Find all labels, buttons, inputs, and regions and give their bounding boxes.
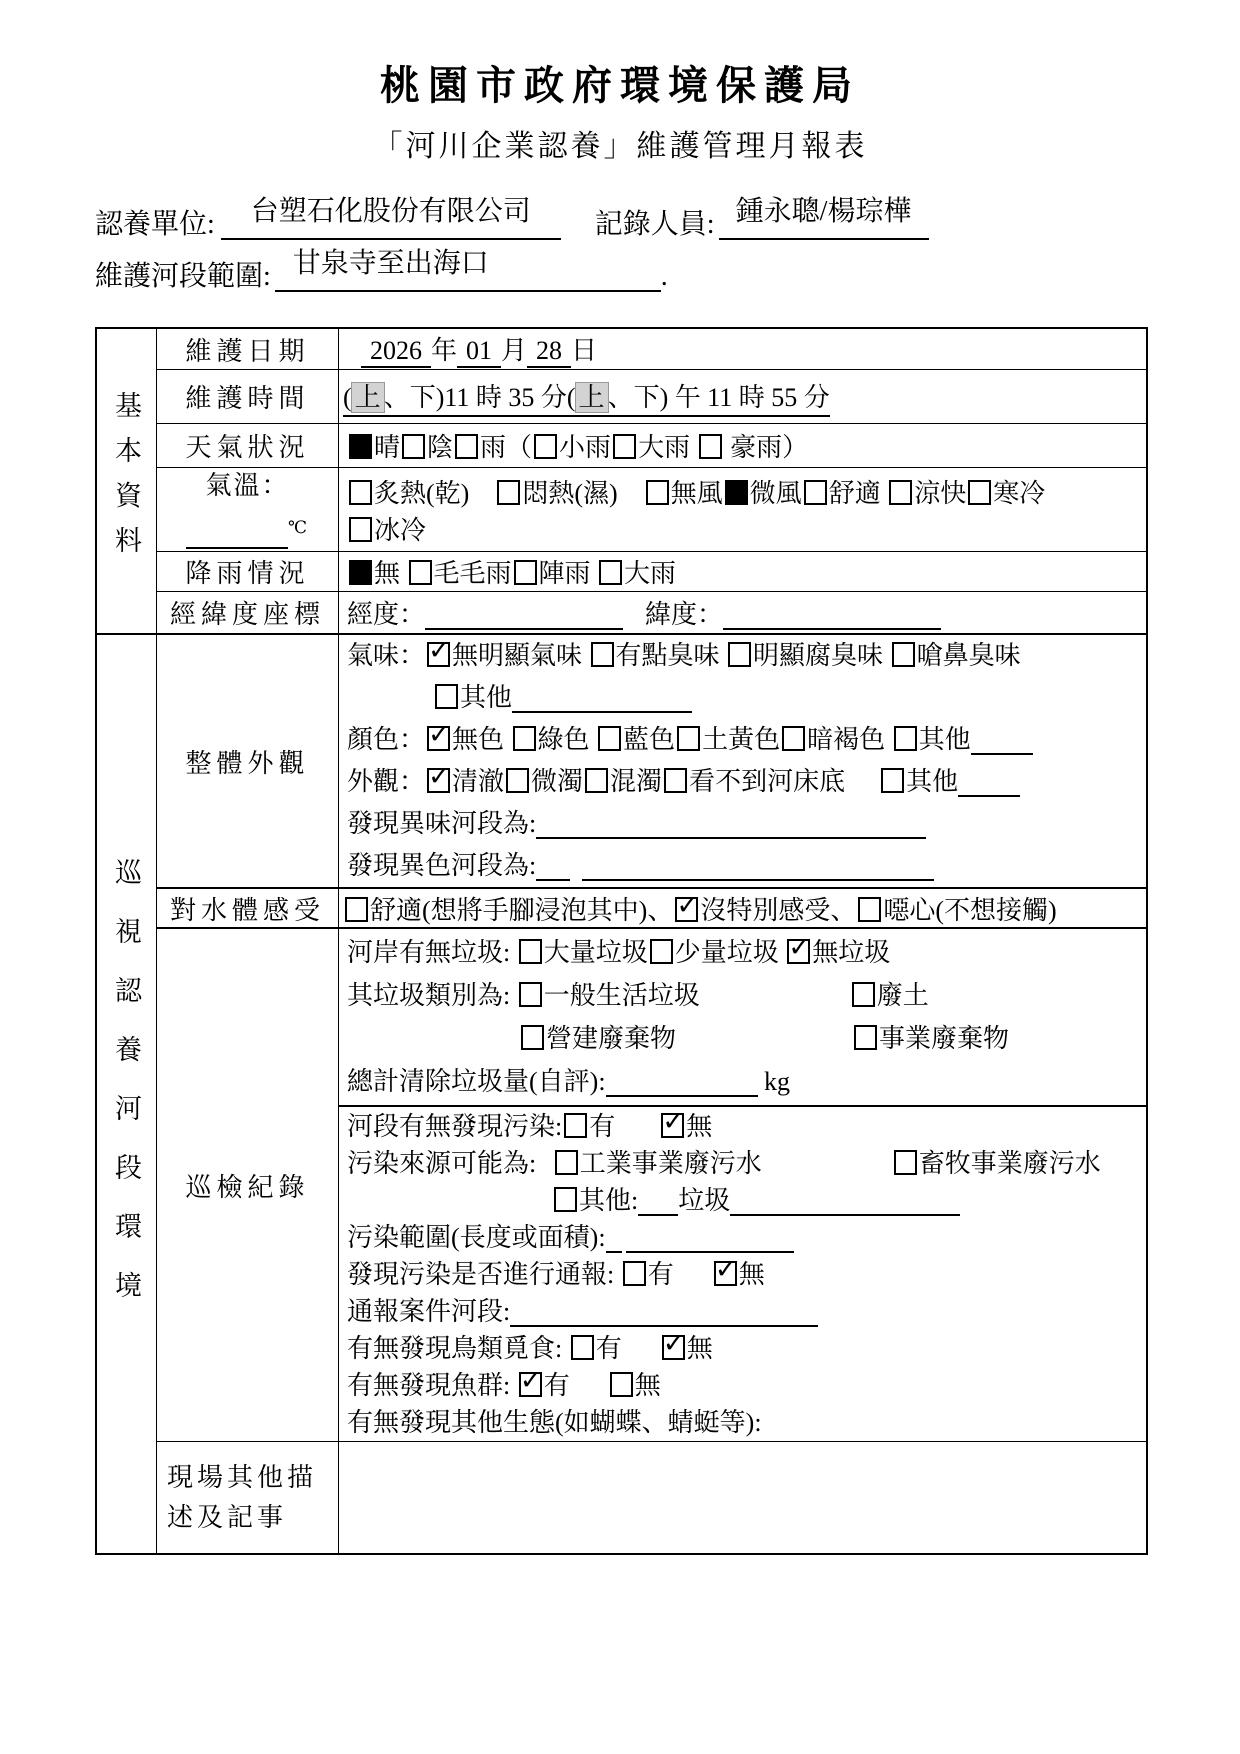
form-line xyxy=(205,465,289,507)
text: 大雨 xyxy=(624,559,677,588)
text: 清澈 xyxy=(452,767,505,796)
checkbox-empty[interactable] xyxy=(349,517,372,542)
text: 一般生活垃圾 xyxy=(543,981,700,1010)
text: 小雨 xyxy=(559,433,612,462)
field-value: 甘泉寺至出海口 xyxy=(292,248,489,279)
text: 其他: xyxy=(579,1185,639,1215)
row-label-rainfall: 降雨情況 xyxy=(157,552,339,591)
text: 、下) 午 11 時 55 分 xyxy=(607,382,830,412)
checkbox-empty[interactable] xyxy=(650,939,673,964)
text: 無 xyxy=(686,1333,713,1363)
checkbox-empty[interactable] xyxy=(804,480,827,505)
checkbox-empty[interactable] xyxy=(571,1335,594,1360)
form-line xyxy=(343,377,1144,417)
group-basic-info xyxy=(97,329,1146,633)
text: 雨（ xyxy=(480,433,533,462)
form-line xyxy=(347,473,1144,510)
text: . xyxy=(660,261,668,292)
checkbox-checked[interactable] xyxy=(427,761,451,793)
row-content-coordinates xyxy=(339,592,1146,633)
checkbox-empty[interactable] xyxy=(435,684,458,709)
blank-field[interactable] xyxy=(971,723,1033,755)
checkbox-empty[interactable] xyxy=(664,768,687,793)
text: 氣溫： xyxy=(205,470,290,500)
checkbox-empty[interactable] xyxy=(455,434,478,459)
text: 少量垃圾 xyxy=(674,938,786,967)
form-line xyxy=(347,427,1144,464)
checkbox-empty[interactable] xyxy=(677,726,700,751)
form-line xyxy=(347,1404,1146,1441)
patrol-pollution-block xyxy=(339,1105,1146,1441)
form-line xyxy=(186,507,309,555)
checkmark-icon: ✓ xyxy=(428,635,451,666)
row-content-rainfall xyxy=(339,552,1146,591)
text: 無風 xyxy=(670,478,723,508)
form-line xyxy=(347,553,1144,590)
text: 無 xyxy=(634,1370,661,1400)
text: 看不到河床底 xyxy=(689,767,846,796)
text: 其他 xyxy=(918,725,971,754)
form-subtitle: 「河川企業認養」維護管理月報表 xyxy=(372,130,868,163)
checkbox-checked[interactable] xyxy=(662,1327,686,1360)
row-content-patrol-record xyxy=(339,929,1146,1441)
row-content-maintenance-date xyxy=(339,329,1146,369)
blank-field[interactable] xyxy=(606,1221,622,1253)
text: 晴 xyxy=(374,433,401,462)
checkbox-checked[interactable] xyxy=(427,635,451,667)
text: 總計清除垃圾量(自評): xyxy=(347,1067,606,1096)
patrol-garbage-block xyxy=(339,929,1146,1105)
blank-field[interactable] xyxy=(626,1221,794,1253)
text: 有 xyxy=(647,1259,674,1289)
form-line xyxy=(347,1219,1146,1256)
row-content-overall-appearance xyxy=(339,635,1146,887)
checkbox-filled[interactable] xyxy=(349,434,372,459)
form-line xyxy=(347,1182,1146,1219)
checkbox-empty[interactable] xyxy=(782,726,805,751)
form-line xyxy=(347,1145,1146,1182)
text: 毛毛雨 xyxy=(433,559,512,588)
form-line xyxy=(95,248,1240,303)
checkbox-empty[interactable] xyxy=(854,1025,877,1050)
checkbox-empty[interactable] xyxy=(554,1187,577,1212)
text: 通報案件河段: xyxy=(347,1296,511,1326)
row-temperature xyxy=(157,467,1146,551)
text: 污染範圍(長度或面積): xyxy=(347,1222,606,1252)
checkbox-empty[interactable] xyxy=(349,480,372,505)
text: 陰 xyxy=(427,433,454,462)
form-line xyxy=(347,1253,1146,1293)
checkmark-icon: ✓ xyxy=(714,1253,738,1285)
text: 垃圾 xyxy=(678,1185,731,1215)
text: 發現異味河段為: xyxy=(347,809,537,838)
blank-field[interactable] xyxy=(730,1184,960,1216)
row-label-maintenance-date: 維護日期 xyxy=(157,329,339,369)
checkbox-filled[interactable] xyxy=(725,480,748,505)
text: 舒適 xyxy=(828,478,888,508)
text: 畜牧事業廢污水 xyxy=(918,1148,1101,1178)
text: 緯度： xyxy=(645,600,724,629)
form-line xyxy=(347,635,1144,677)
text: 無明顯氣味 xyxy=(452,641,589,670)
row-label-weather: 天氣狀況 xyxy=(157,424,339,467)
checkbox-empty[interactable] xyxy=(506,768,529,793)
form-line xyxy=(347,974,1146,1017)
checkbox-empty[interactable] xyxy=(555,1150,578,1175)
text: 混濁 xyxy=(610,767,663,796)
blank-field[interactable] xyxy=(221,196,561,240)
text: 綠色 xyxy=(537,725,597,754)
checkbox-empty[interactable] xyxy=(409,560,432,585)
text: 氣味： xyxy=(347,641,426,670)
form-line xyxy=(95,196,1240,251)
form-line xyxy=(347,1017,1146,1060)
checkbox-empty[interactable] xyxy=(497,480,520,505)
blank-field[interactable] xyxy=(536,807,926,839)
form-line xyxy=(347,594,1144,631)
checkbox-empty[interactable] xyxy=(894,1150,917,1175)
blank-field[interactable] xyxy=(512,681,692,713)
text: kg xyxy=(757,1067,791,1096)
checkbox-empty[interactable] xyxy=(585,768,608,793)
checkbox-empty[interactable] xyxy=(564,1113,587,1138)
checkbox-empty[interactable] xyxy=(699,434,722,459)
blank-field[interactable] xyxy=(582,849,934,881)
checkbox-empty[interactable] xyxy=(402,434,425,459)
checkbox-filled[interactable] xyxy=(349,560,372,585)
row-coordinates xyxy=(157,591,1146,633)
checkmark-icon: ✓ xyxy=(662,1105,685,1137)
text: 廢土 xyxy=(876,981,929,1010)
text: 月 xyxy=(501,336,528,365)
filled-value[interactable]: 01 xyxy=(457,336,501,368)
form-line xyxy=(347,1364,1146,1404)
checkmark-icon: ✓ xyxy=(676,889,699,921)
text: 事業廢棄物 xyxy=(879,1024,1010,1053)
text: 無 xyxy=(738,1259,765,1289)
text: 有無發現鳥類覓食: xyxy=(347,1333,569,1363)
row-content-site-notes[interactable] xyxy=(339,1442,1146,1553)
row-label-water-feel: 對水體感受 xyxy=(157,889,339,927)
text: 河岸有無垃圾: xyxy=(347,938,517,967)
row-patrol-record xyxy=(157,927,1146,1441)
checkbox-checked[interactable] xyxy=(787,932,811,964)
text: 有無發現其他生態(如蝴蝶、蜻蜓等): xyxy=(347,1407,762,1437)
unit-label: ℃ xyxy=(287,517,310,537)
blank-field[interactable] xyxy=(958,765,1020,797)
checkbox-empty[interactable] xyxy=(521,1025,544,1050)
text: 藍色 xyxy=(623,725,676,754)
text: 沒特別感受、 xyxy=(700,895,857,925)
group-basic-info-label: 基本資料 xyxy=(111,391,141,571)
checkbox-checked[interactable] xyxy=(714,1253,738,1286)
row-content-temperature xyxy=(339,468,1146,551)
checkbox-empty[interactable] xyxy=(892,642,915,667)
text: 炙熱(乾) xyxy=(374,478,470,508)
group-basic-info-label-cell xyxy=(97,329,157,633)
text: 其他 xyxy=(906,767,959,796)
text: 土黃色 xyxy=(702,725,781,754)
row-content-maintenance-time xyxy=(339,370,1146,423)
blank-field[interactable] xyxy=(425,598,623,630)
checkmark-icon: ✓ xyxy=(519,1364,543,1396)
text: 有無發現魚群: xyxy=(347,1370,517,1400)
checkbox-empty[interactable] xyxy=(591,642,614,667)
highlighted-option[interactable]: 上 xyxy=(576,383,608,412)
text: 污染來源可能為: xyxy=(347,1148,543,1178)
row-site-notes xyxy=(157,1441,1146,1553)
checkbox-empty[interactable] xyxy=(894,726,917,751)
text: 、下)11 時 35 分( xyxy=(383,382,576,412)
checkbox-checked[interactable] xyxy=(675,889,699,922)
blank-field[interactable] xyxy=(536,849,570,881)
text: 認養單位: xyxy=(95,209,215,240)
checkbox-empty[interactable] xyxy=(858,897,881,922)
checkbox-checked[interactable] xyxy=(427,719,451,751)
text: 其他 xyxy=(460,683,513,712)
form-line xyxy=(347,761,1144,803)
group-patrol-environment xyxy=(97,633,1146,1553)
form-line xyxy=(347,931,1146,974)
field-value: 台塑石化股份有限公司 xyxy=(250,196,531,227)
row-label-coordinates: 經緯度座標 xyxy=(157,592,339,633)
text: 舒適(想將手腳浸泡其中)、 xyxy=(370,895,674,925)
text: 陣雨 xyxy=(538,559,598,588)
row-content-water-feel xyxy=(339,889,1146,927)
row-label-patrol-record: 巡檢紀錄 xyxy=(157,929,339,1441)
checkbox-empty[interactable] xyxy=(519,982,542,1007)
text: 有 xyxy=(589,1111,616,1141)
form-line xyxy=(347,719,1144,761)
text: 微濁 xyxy=(531,767,584,796)
checkbox-empty[interactable] xyxy=(968,480,991,505)
checkbox-empty[interactable] xyxy=(646,480,669,505)
text: 大雨 xyxy=(638,433,697,462)
form-line xyxy=(347,677,1144,719)
text: 涼快 xyxy=(914,478,967,508)
row-overall-appearance xyxy=(157,635,1146,887)
blank-field[interactable] xyxy=(606,1065,758,1097)
blank-field[interactable] xyxy=(638,1184,678,1216)
text: 無垃圾 xyxy=(812,938,891,967)
checkbox-checked[interactable] xyxy=(519,1364,543,1397)
checkbox-empty[interactable] xyxy=(889,480,912,505)
row-maintenance-date xyxy=(157,329,1146,369)
text: 有點臭味 xyxy=(615,641,727,670)
text: 嗆鼻臭味 xyxy=(916,641,1021,670)
filled-value[interactable]: 2026 xyxy=(361,336,431,368)
checkmark-icon: ✓ xyxy=(428,761,451,792)
text: 年 xyxy=(431,336,458,365)
checkbox-checked[interactable] xyxy=(661,1105,685,1138)
row-rainfall xyxy=(157,551,1146,591)
filled-value[interactable]: 28 xyxy=(527,336,571,368)
checkbox-empty[interactable] xyxy=(599,560,622,585)
text: 有 xyxy=(543,1370,570,1400)
form-line xyxy=(347,845,1144,887)
form-line xyxy=(347,330,1144,368)
text: 無色 xyxy=(452,725,511,754)
form-line xyxy=(347,1327,1146,1367)
text: 發現污染是否進行通報: xyxy=(347,1259,621,1289)
row-label-maintenance-time: 維護時間 xyxy=(157,370,339,423)
text: 明顯腐臭味 xyxy=(753,641,890,670)
text: 記錄人員: xyxy=(594,209,715,240)
checkbox-empty[interactable] xyxy=(610,1372,633,1397)
text: 河段有無發現污染: xyxy=(347,1111,563,1141)
row-label-overall-appearance: 整體外觀 xyxy=(157,635,339,887)
checkmark-icon: ✓ xyxy=(788,932,811,963)
checkbox-empty[interactable] xyxy=(613,434,636,459)
checkbox-empty[interactable] xyxy=(881,768,904,793)
checkbox-empty[interactable] xyxy=(852,982,875,1007)
text: 經度： xyxy=(347,600,426,629)
underlined-group xyxy=(343,377,830,417)
checkbox-empty[interactable] xyxy=(598,726,621,751)
form-title: 桃園市政府環境保護局 xyxy=(380,63,860,108)
text: 寒冷 xyxy=(993,478,1046,508)
blank-field[interactable] xyxy=(723,598,941,630)
row-label-temperature xyxy=(157,468,339,551)
text: 暗褐色 xyxy=(807,725,892,754)
text: 冰冷 xyxy=(374,515,427,545)
text: 無 xyxy=(686,1111,713,1141)
row-content-weather xyxy=(339,424,1146,467)
form-line xyxy=(347,510,1144,547)
text: 外觀： xyxy=(347,767,426,796)
text: 維護河段範圍: xyxy=(95,261,271,292)
highlighted-option[interactable]: 上 xyxy=(352,383,384,412)
checkmark-icon: ✓ xyxy=(428,719,451,750)
blank-field[interactable] xyxy=(510,1295,818,1327)
blank-field[interactable] xyxy=(186,517,288,549)
row-maintenance-time xyxy=(157,369,1146,423)
form-line xyxy=(347,803,1144,845)
text: 發現異色河段為: xyxy=(347,851,537,880)
row-label-site-notes: 現場其他描述及記事 xyxy=(157,1442,339,1553)
checkbox-empty[interactable] xyxy=(514,560,537,585)
text: 有 xyxy=(595,1333,622,1363)
text: 其垃圾類別為: xyxy=(347,981,517,1010)
field-value: 鍾永聰/楊琮樺 xyxy=(735,196,912,227)
text: 營建廢棄物 xyxy=(546,1024,677,1053)
form-line xyxy=(347,1293,1146,1330)
text: 大量垃圾 xyxy=(543,938,648,967)
checkbox-empty[interactable] xyxy=(728,642,751,667)
report-table xyxy=(95,327,1148,1555)
group-patrol-environment-label: 巡視認養河段環境 xyxy=(111,858,141,1330)
text: 工業事業廢污水 xyxy=(579,1148,762,1178)
checkbox-empty[interactable] xyxy=(623,1261,646,1286)
checkmark-icon: ✓ xyxy=(662,1327,686,1359)
row-weather xyxy=(157,423,1146,467)
row-water-feel xyxy=(157,887,1146,927)
form-line xyxy=(347,1060,1146,1103)
text: 無 xyxy=(374,559,407,588)
blank-field[interactable] xyxy=(275,248,661,292)
info-section xyxy=(95,196,1240,303)
blank-field[interactable] xyxy=(719,196,929,240)
text: 豪雨） xyxy=(723,433,809,462)
text: 日 xyxy=(571,336,598,365)
text: 悶熱(濕) xyxy=(522,478,618,508)
checkbox-empty[interactable] xyxy=(513,726,536,751)
form-line xyxy=(347,1105,1146,1145)
checkbox-empty[interactable] xyxy=(519,939,542,964)
form-line xyxy=(343,890,1144,927)
text: 顏色： xyxy=(347,725,426,754)
text: ( xyxy=(343,382,352,412)
text: 微風 xyxy=(749,478,802,508)
group-patrol-environment-label-cell xyxy=(97,635,157,1553)
text: 噁心(不想接觸) xyxy=(883,895,1057,925)
checkbox-empty[interactable] xyxy=(534,434,557,459)
checkbox-empty[interactable] xyxy=(345,897,368,922)
